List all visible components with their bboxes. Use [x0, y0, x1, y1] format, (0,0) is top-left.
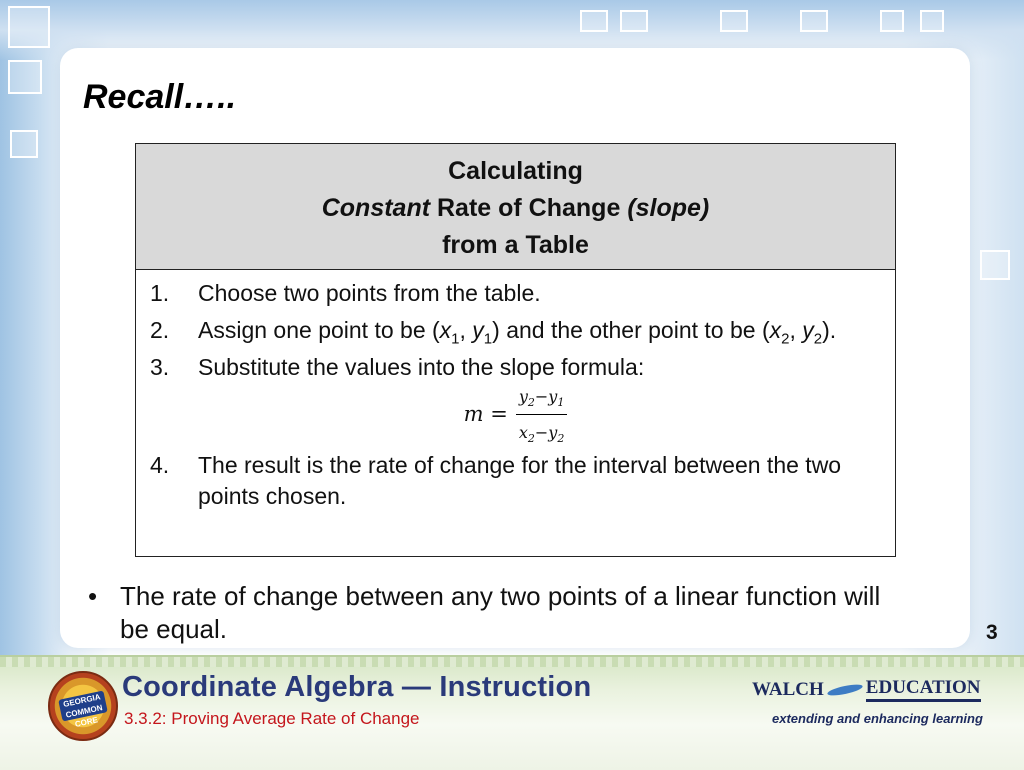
- deco-tile: [800, 10, 828, 32]
- lesson-title: 3.3.2: Proving Average Rate of Change: [124, 709, 420, 728]
- header-line-1: Calculating: [448, 157, 583, 185]
- deco-tile: [920, 10, 944, 32]
- deco-tile: [8, 60, 42, 94]
- slide-title: Recall…..: [83, 78, 237, 116]
- list-item: 1. Choose two points from the table.: [150, 280, 541, 306]
- publisher-tagline: extending and enhancing learning: [772, 711, 983, 726]
- deco-tile: [980, 250, 1010, 280]
- page-number: 3: [986, 621, 998, 644]
- box-header: [136, 144, 895, 270]
- swoosh-icon: [827, 680, 863, 700]
- header-line-3: from a Table: [442, 231, 589, 259]
- footer: [0, 655, 1024, 770]
- header-line-2: Constant Rate of Change (slope): [321, 194, 710, 222]
- bullet-point: • The rate of change between any two points of a linear function will be equal.: [88, 581, 881, 644]
- slope-fraction: $\frac{y_2-y_1}{x_2-y_2}$: [516, 381, 568, 448]
- deco-tile: [880, 10, 904, 32]
- footer-stripe: [0, 657, 1024, 667]
- list-item: 3. Substitute the values into the slope formula: m = $\frac{y_2-y_1}{x_2-y_2}$: [150, 352, 881, 448]
- deco-tile: [10, 130, 38, 158]
- list-item: 2. Assign one point to be ($x_1$, $y_1$) and the other point to be ($x_2$, $y_2$).: [150, 317, 837, 348]
- course-title: Coordinate Algebra — Instruction: [122, 671, 592, 703]
- walch-education-logo: WALCH EDUCATION: [752, 677, 981, 702]
- deco-tile: [720, 10, 748, 32]
- list-item: 4. The result is the rate of change for the interval between the two points chosen.: [150, 452, 842, 509]
- steps-list: [136, 270, 895, 512]
- deco-tile: [580, 10, 608, 32]
- bullet-icon: •: [88, 581, 98, 611]
- slope-formula: m = $\frac{y_2-y_1}{x_2-y_2}$: [150, 381, 881, 448]
- slope-procedure-box: [135, 143, 896, 557]
- deco-tile: [620, 10, 648, 32]
- common-core-seal-icon: GEORGIA COMMON CORE: [48, 671, 118, 741]
- deco-tile: [8, 6, 50, 48]
